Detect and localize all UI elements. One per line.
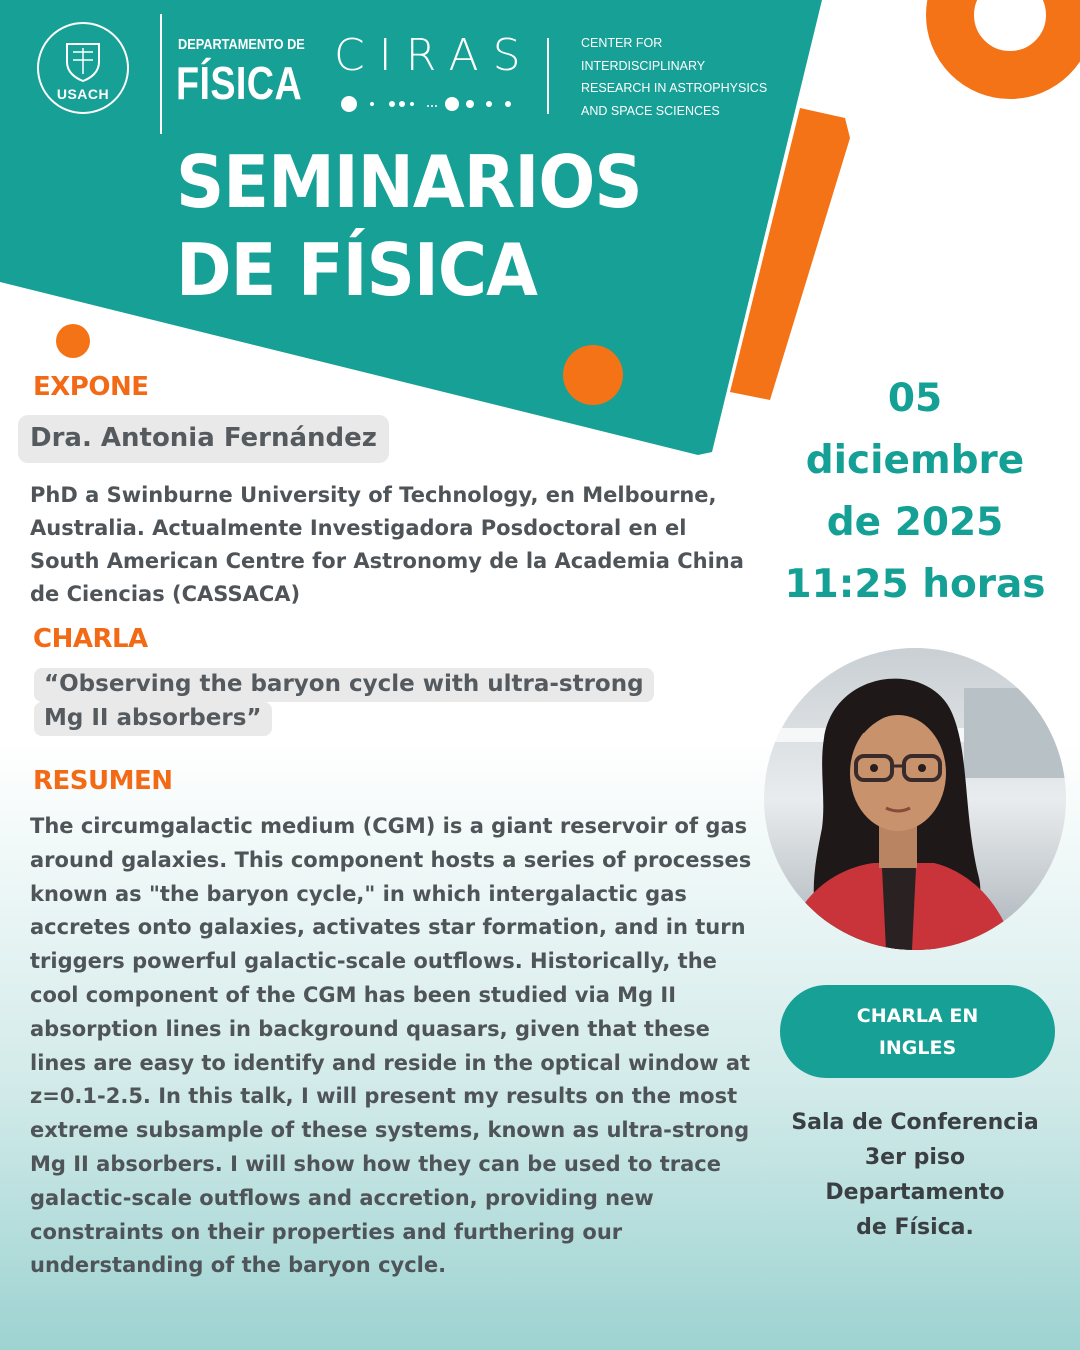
ciras-divider [547,38,549,114]
title-line-2: DE FÍSICA [176,228,538,312]
orange-ring-shape [950,0,1070,75]
department-label: DEPARTAMENTO DE [178,36,305,53]
title-line-1: SEMINARIOS [176,140,642,224]
usach-seal-logo [37,22,129,114]
event-year: de 2025 [826,500,1004,545]
speaker-name: Dra. Antonia Fernández [18,415,389,463]
speaker-photo [764,648,1066,950]
ciras-logo: CIRAS [334,30,535,81]
abstract-label: RESUMEN [33,766,173,796]
speaker-bio: PhD a Swinburne University of Technology, en Melbourne, Australia. Actualmente Investigadora Posdoctoral en el South American Centre for Astronomy de la Academia China de Ciencias (CASSACA) [30,483,744,606]
ciras-subtitle-line: AND SPACE SCIENCES [581,103,720,118]
talk-label: CHARLA [33,624,148,654]
talk-title-line-1: “Observing the baryon cycle with ultra-strong [34,668,654,702]
logo-divider [160,14,162,134]
event-datetime [765,368,1065,616]
venue-line: de Física. [856,1215,974,1240]
event-venue [765,1105,1065,1245]
page-title [176,138,642,314]
abstract-text: The circumgalactic medium (CGM) is a giant reservoir of gas around galaxies. This component hosts a series of processes known as "the baryon cycle," in which intergalactic gas accretes onto galaxies, activates star formation, and in turn triggers powerful galactic-scale outflows. Historically, the cool component of the CGM has been studied via Mg II absorption lines in background quasars, given that these lines are easy to identify and reside in the optical window at z=0.1-2.5. In this talk, I will present my results on the most extreme subsample of these systems, known as ultra-strong Mg II absorbers. I will show how they can be used to trace galactic-scale outflows and accretion, providing new constraints on their properties and furthering our understanding of the baryon cycle. [30,814,752,1278]
talk-title-line-2: Mg II absorbers” [34,702,272,736]
venue-line: 3er piso [864,1145,966,1170]
language-badge-line-1: CHARLA EN [856,1004,979,1027]
ciras-subtitle-line: RESEARCH IN ASTROPHYSICS [581,81,768,95]
venue-line: Departamento [825,1180,1005,1205]
department-name: FÍSICA [176,57,303,109]
event-month: diciembre [805,438,1025,483]
event-time: 11:25 horas [784,562,1046,607]
orange-dot-left [56,324,90,358]
language-badge [780,985,1055,1078]
speaker-label: EXPONE [33,372,149,402]
event-day: 05 [887,376,943,421]
ciras-dots-icon [338,94,518,114]
venue-line: Sala de Conferencia [791,1110,1039,1135]
language-badge-line-2: INGLES [878,1036,957,1059]
orange-dot-center [563,345,623,405]
shield-icon [63,40,103,82]
ciras-subtitle [581,32,767,122]
usach-seal-text: USACH [56,86,110,102]
ciras-subtitle-line: INTERDISCIPLINARY [581,58,706,73]
talk-title [34,668,654,736]
ciras-subtitle-line: CENTER FOR [581,36,663,50]
